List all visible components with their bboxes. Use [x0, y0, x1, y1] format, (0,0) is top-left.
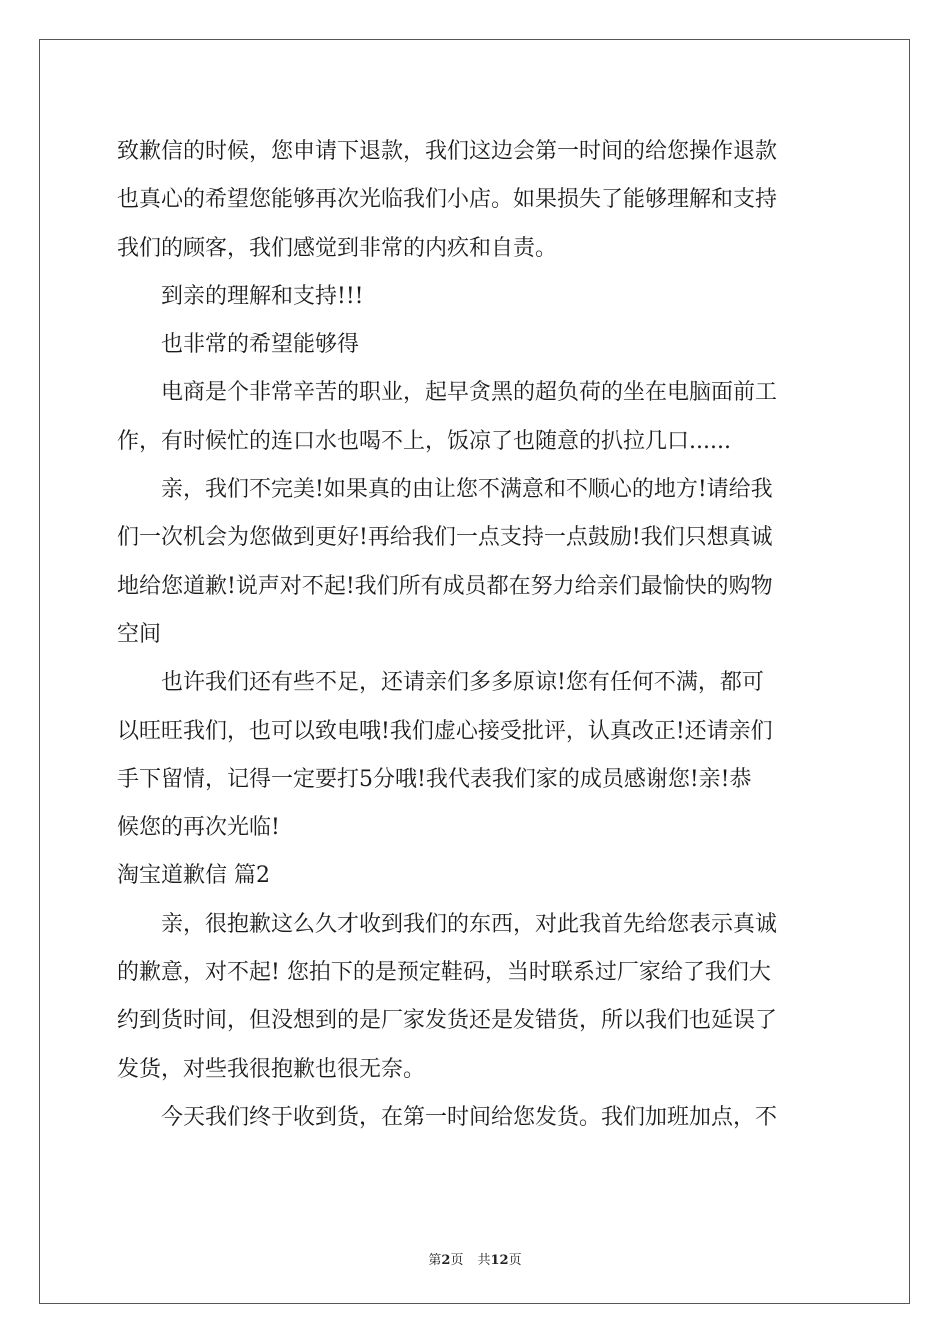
text-line: 我们的顾客，我们感觉到非常的内疚和自责。 [117, 235, 558, 261]
text-line: 亲，我们不完美!如果真的由让您不满意和不顺心的地方!请给我 [117, 477, 773, 503]
document-body [117, 128, 835, 1142]
text-line: 也非常的希望能够得 [117, 332, 360, 358]
text-line: 地给您道歉!说声对不起!我们所有成员都在努力给亲们最愉快的购物 [117, 573, 773, 599]
text-line: 约到货时间，但没想到的是厂家发货还是发错货，所以我们也延误了 [117, 1008, 778, 1034]
total-label-unit: 页 [508, 1253, 522, 1268]
text-line: 以旺旺我们，也可以致电哦!我们虚心接受批评，认真改正!还请亲们 [117, 718, 773, 744]
text-line: 也真心的希望您能够再次光临我们小店。如果损失了能够理解和支持 [117, 187, 778, 213]
text-line: 也许我们还有些不足，还请亲们多多原谅!您有任何不满，都可 [117, 670, 764, 696]
text-line: 手下留情，记得一定要打5分哦!我代表我们家的成员感谢您!亲!恭 [117, 766, 752, 792]
text-line: 亲，很抱歉这么久才收到我们的东西，对此我首先给您表示真诚 [117, 911, 778, 937]
text-line: 候您的再次光临! [117, 815, 280, 841]
text-line: 今天我们终于收到货，在第一时间给您发货。我们加班加点，不 [117, 1104, 778, 1130]
text-line: 到亲的理解和支持!!! [117, 283, 364, 309]
page-label-prefix: 第 [428, 1253, 442, 1268]
text-line: 致歉信的时候，您申请下退款，我们这边会第一时间的给您操作退款 [117, 139, 778, 164]
text-line: 作，有时候忙的连口水也喝不上，饭凉了也随意的扒拉几口...... [117, 428, 731, 454]
section-heading: 淘宝道歉信 篇2 [117, 863, 270, 889]
text-line: 们一次机会为您做到更好!再给我们一点支持一点鼓励!我们只想真诚 [117, 525, 773, 551]
page-footer [0, 1249, 950, 1268]
current-page-number: 2 [441, 1253, 451, 1268]
page-label-unit: 页 [450, 1253, 464, 1268]
total-label-prefix: 共 [477, 1253, 491, 1268]
total-page-number: 12 [490, 1253, 509, 1268]
text-line: 的歉意，对不起! 您拍下的是预定鞋码，当时联系过厂家给了我们大 [117, 960, 771, 986]
text-line: 空间 [117, 621, 162, 647]
text-line: 电商是个非常辛苦的职业，起早贪黑的超负荷的坐在电脑面前工 [117, 380, 778, 406]
text-line: 发货，对些我很抱歉也很无奈。 [117, 1056, 426, 1082]
